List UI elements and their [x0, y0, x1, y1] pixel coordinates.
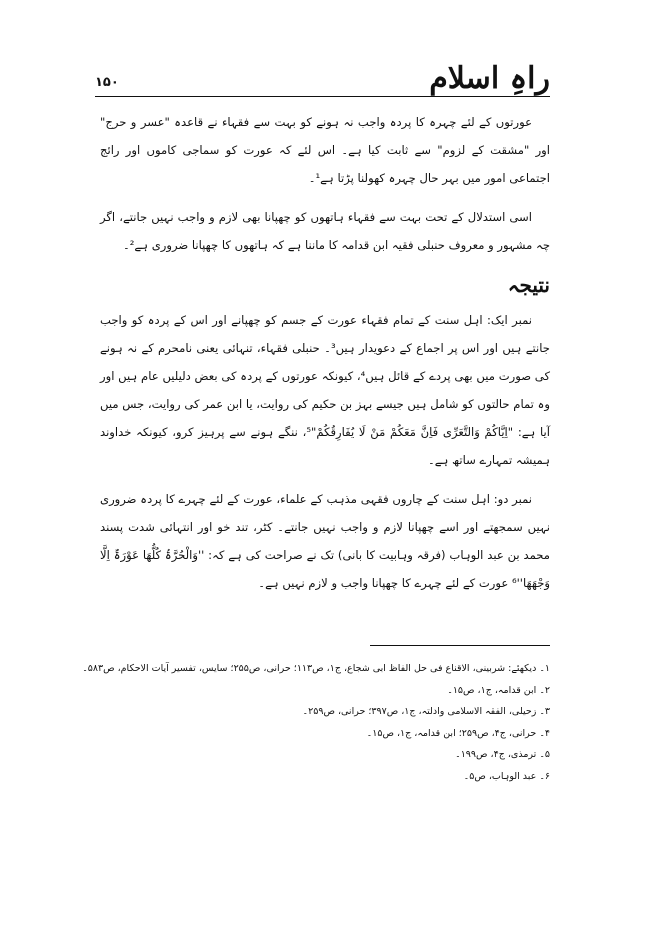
paragraph-4: نمبر دو: اہل سنت کے چاروں فقہی مذہب کے علماء، عورت کے لئے چہرے کا پردہ ضروری نہیں سمجھتے اور اسے چھپانا لازم و واجب نہیں جانتے۔ کٹر، تند خو اور انتہائی شدت پسند محمد بن عبد الوہاب (فرقہ وہابیت کا بانی) تک نے صراحت کی ہے کہ: ''وَالْحُرَّۃُ کُلُّھَا عَوْرَۃٌ اِلَّا وَجْھَھَا''⁶ عورت کے لئے چہرے کا چھپانا واجب و لازم نہیں ہے۔ — [100, 492, 550, 590]
paragraph-2: اسی استدلال کے تحت بہت سے فقہاء ہاتھوں کو چھپانا بھی لازم و واجب نہیں جانتے، اگر چہ مشہور و معروف حنبلی فقیہ ابن قدامہ کا ماننا ہے کہ ہاتھوں کا چھپانا ضروری ہے²۔ — [100, 210, 550, 252]
footnote-rule — [370, 645, 550, 646]
section-heading: نتیجہ — [507, 273, 550, 297]
running-title: راہِ اسلام — [429, 61, 550, 96]
footnote-3: ۳۔ زحیلی، الفقہ الاسلامی وادلتہ، ج۱، ص۳۹۷؛ حرانی، ص۲۵۹۔ — [302, 706, 550, 717]
paragraph-3: نمبر ایک: اہل سنت کے تمام فقہاء عورت کے جسم کو چھپانے اور اس کے پردہ کو واجب جانتے ہیں اور اس پر اجماع کے دعویدار ہیں³۔ حنبلی فقہاء، تنہائی یعنی نامحرم کے نہ ہونے کی صورت میں بھی پردے کے قائل ہیں⁴، کیونکہ عورتوں کے پردہ کی بعض دلیلیں عام ہیں اور وہ تمام حالتوں کو شامل ہیں جیسے بہز بن حکیم کی روایت، یا ابن عمر کی روایت، جس میں آیا ہے: "اِیَّاکُمْ وَالتَّعَرِّی فَاِنَّ مَعَکُمْ مَنْ لَا یُفَارِقُکُمْ"⁵، ننگے ہونے سے پرہیز کرو، کیونکہ خداوند ہمیشہ تمہارے ساتھ ہے۔ — [100, 313, 551, 467]
page-number: ۱۵۰ — [95, 75, 119, 90]
footnote-4: ۴۔ حرانی، ج۴، ص۲۵۹؛ ابن قدامہ، ج۱، ص۱۵۔ — [366, 727, 550, 739]
body-text — [100, 108, 550, 608]
page-header — [95, 52, 550, 94]
footnote-6: ۶۔ عبد الوہاب، ص۵۔ — [463, 770, 550, 782]
footnote-1: ۱۔ دیکھئے: شربینی، الاقناع فی حل الفاظ ابی شجاع، ج۱، ص۱۱۳؛ حرانی، ص۲۵۵؛ سایس، تفسیر آیات الاحکام، ص۵۸۳۔ — [82, 663, 550, 674]
header-rule — [95, 96, 550, 97]
footnote-5: ۵۔ ترمذی، ج۴، ص۱۹۹۔ — [455, 749, 550, 760]
paragraph-1: عورتوں کے لئے چہرہ کا پردہ واجب نہ ہونے کو بہت سے فقہاء نے قاعدہ "عسر و حرج" اور "مشقت کے لزوم" سے ثابت کیا ہے۔ اس لئے کہ عورت کو سماجی کاموں اور رائج اجتماعی امور میں بہر حال چہرہ کھولنا پڑتا ہے¹۔ — [100, 115, 550, 185]
footnote-2: ۲۔ ابن قدامہ، ج۱، ص۱۵۔ — [447, 684, 550, 696]
footnotes — [82, 658, 550, 787]
